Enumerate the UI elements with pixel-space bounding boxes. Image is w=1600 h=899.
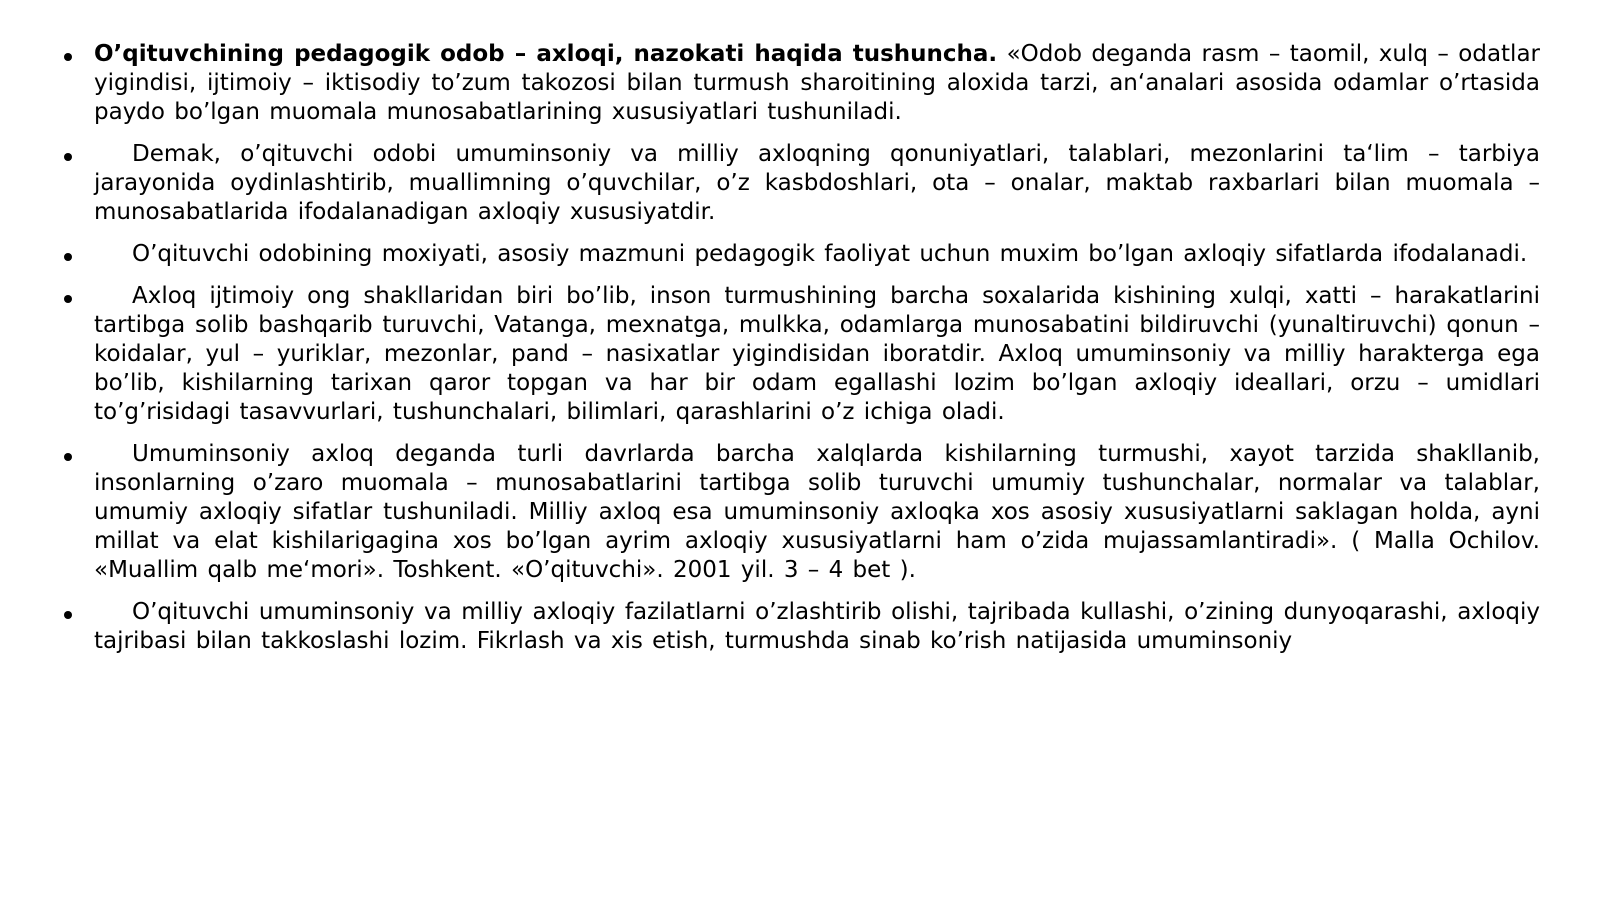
bullet-item-5 bbox=[64, 440, 1540, 585]
bullet-dot-icon bbox=[64, 253, 72, 261]
bullet-text: «Odob deganda rasm – taomil, xulq – odatlar yigindisi, ijtimoiy – iktisodiy to’zum takozosi bilan turmush sharoitining aloxida tarzi, an‘analari asosida odamlar o’rtasida paydo bo’lgan muomala munosabatlarining xususiyatlari tushuniladi. bbox=[94, 41, 1540, 125]
bullet-item-1 bbox=[64, 40, 1540, 127]
bullet-list bbox=[64, 40, 1540, 656]
bullet-item-3 bbox=[64, 240, 1540, 269]
bullet-item-6 bbox=[64, 598, 1540, 656]
bullet-dot-icon bbox=[64, 295, 72, 303]
bullet-lead: O’qituvchining pedagogik odob – axloqi, nazokati haqida tushuncha. bbox=[94, 41, 998, 67]
bullet-item-2 bbox=[64, 140, 1540, 227]
bullet-text: Demak, o’qituvchi odobi umuminsoniy va milliy axloqning qonuniyatlari, talablari, mezonlarini ta‘lim – tarbiya jarayonida oydinlashtirib, muallimning o’quvchilar, o’z kasbdoshlari, ota – onalar, maktab raxbarlari bilan muomala – munosabatlarida ifodalanadigan axloqiy xususiyatdir. bbox=[94, 141, 1540, 225]
bullet-item-4 bbox=[64, 282, 1540, 427]
bullet-text: Axloq ijtimoiy ong shakllaridan biri bo’lib, inson turmushining barcha soxalarida kishining xulqi, xatti – harakatlarini tartibga solib bashqarib turuvchi, Vatanga, mexnatga, mulkka, odamlarga munosabatini bildiruvchi (yunaltiruvchi) qonun – koidalar, yul – yuriklar, mezonlar, pand – nasixatlar yigindisidan iboratdir. Axloq umuminsoniy va milliy harakterga ega bo’lib, kishilarning tarixan qaror topgan va har bir odam egallashi lozim bo’lgan axloqiy ideallari, orzu – umidlari to’g’risidagi tasavvurlari, tushunchalari, bilimlari, qarashlarini o’z ichiga oladi. bbox=[94, 283, 1540, 425]
bullet-dot-icon bbox=[64, 453, 72, 461]
bullet-dot-icon bbox=[64, 611, 72, 619]
bullet-dot-icon bbox=[64, 153, 72, 161]
bullet-text: Umuminsoniy axloq deganda turli davrlarda barcha xalqlarda kishilarning turmushi, xayot tarzida shakllanib, insonlarning o’zaro muomala – munosabatlarini tartibga solib turuvchi umumiy tushunchalar, normalar va talablar, umumiy axloqiy sifatlar tushuniladi. Milliy axloq esa umuminsoniy axloqka xos asosiy xususiyatlarni saklagan holda, ayni millat va elat kishilarigagina xos bo’lgan ayrim axloqiy xususiyatlarni ham o’zida mujassamlantiradi». ( Malla Ochilov. «Muallim qalb me‘mori». Toshkent. «O’qituvchi». 2001 yil. 3 – 4 bet ). bbox=[94, 441, 1540, 583]
bullet-text: O’qituvchi odobining moxiyati, asosiy mazmuni pedagogik faoliyat uchun muxim bo’lgan axloqiy sifatlarda ifodalanadi. bbox=[132, 241, 1528, 267]
bullet-text: O’qituvchi umuminsoniy va milliy axloqiy fazilatlarni o’zlashtirib olishi, tajribada kullashi, o’zining dunyoqarashi, axloqiy tajribasi bilan takkoslashi lozim. Fikrlash va xis etish, turmushda sinab ko’rish natijasida umuminsoniy bbox=[94, 599, 1540, 654]
bullet-dot-icon bbox=[64, 53, 72, 61]
